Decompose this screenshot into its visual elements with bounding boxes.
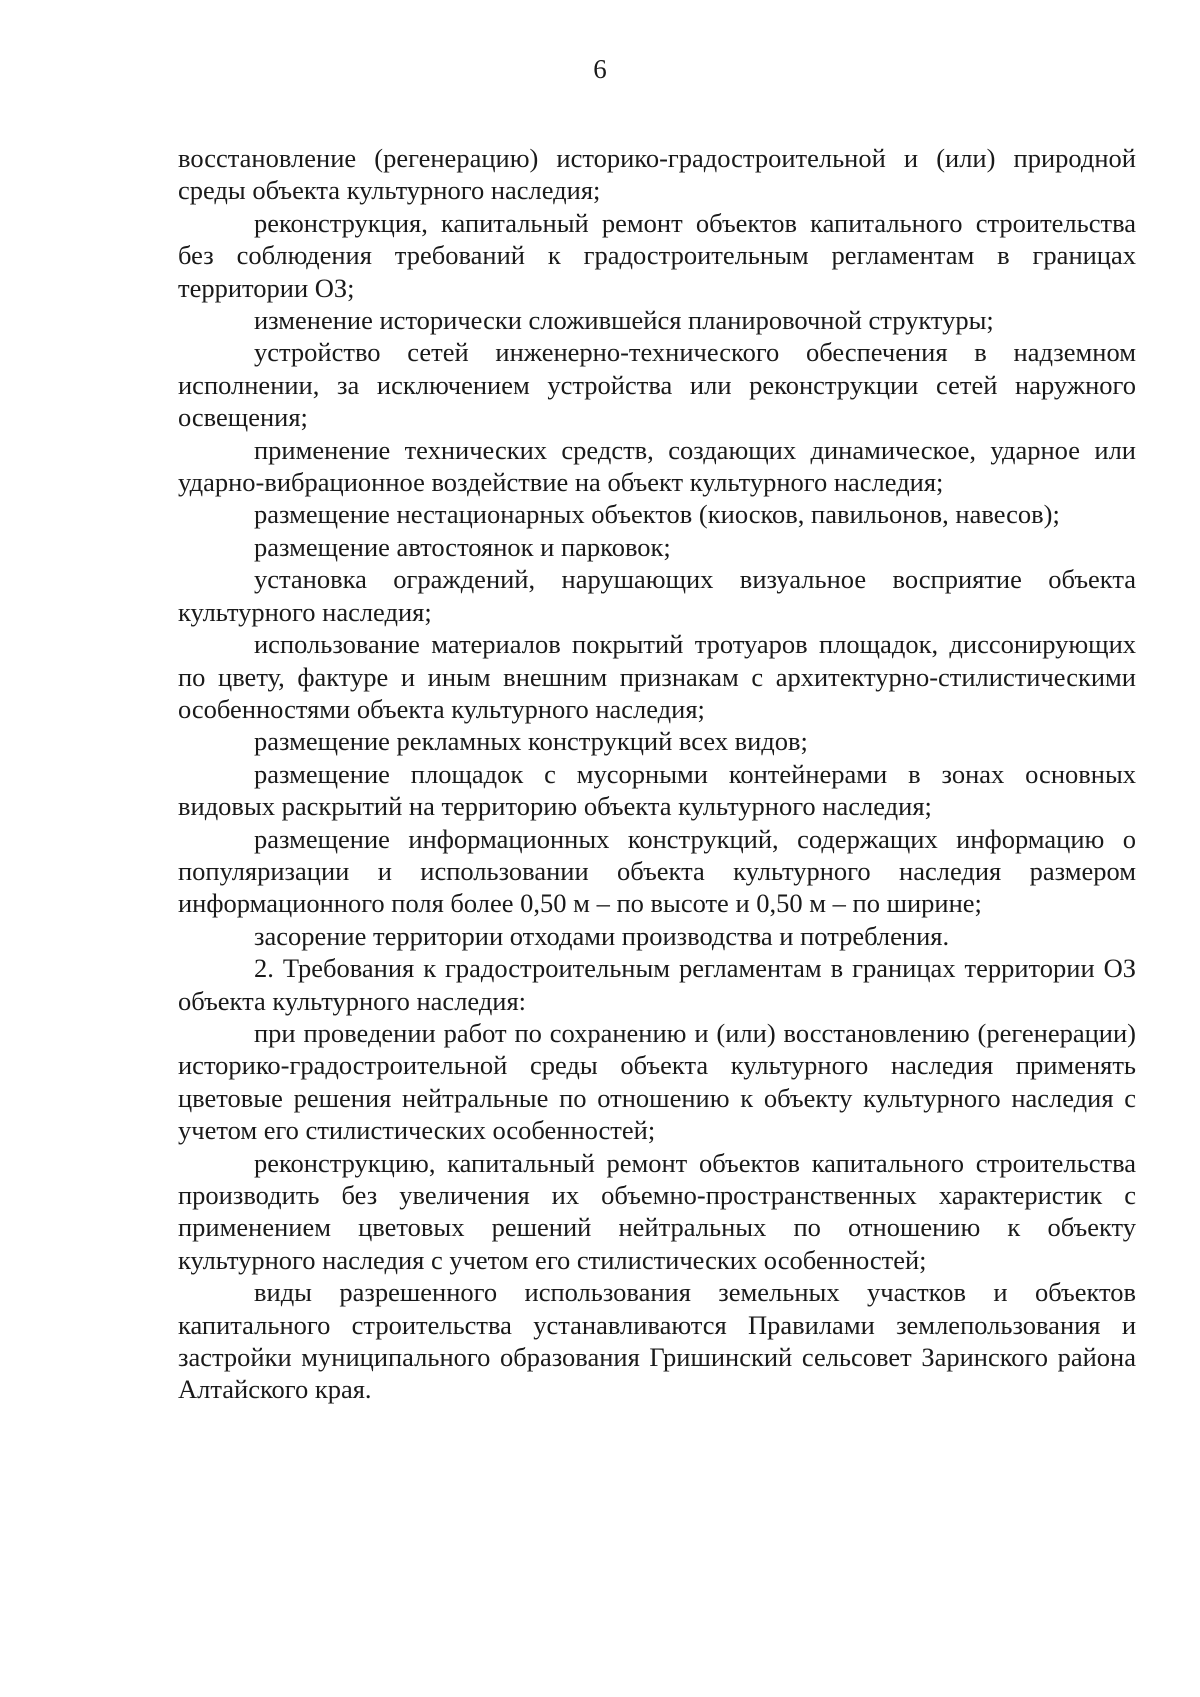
document-body — [178, 142, 1136, 1406]
paragraph: реконструкция, капитальный ремонт объектов капитального строительства без соблюдения требований к градостроительным регламентам в границах территории ОЗ; — [178, 207, 1136, 303]
paragraph: использование материалов покрытий тротуаров площадок, диссонирующих по цвету, фактуре и иным внешним признакам с архитектурно-стилистическими особенностями объекта культурного наследия; — [178, 629, 1136, 724]
paragraph: реконструкцию, капитальный ремонт объектов капитального строительства производить без увеличения их объемно-пространственных характеристик с применением цветовых решений нейтральных по отношению к объекту культурного наследия с учетом его стилистических особенностей; — [178, 1147, 1136, 1275]
paragraph: размещение автостоянок и парковок; — [254, 531, 671, 562]
page-number: 6 — [593, 54, 607, 84]
paragraph: при проведении работ по сохранению и (или) восстановлению (регенерации) историко-градостроительной среды объекта культурного наследия применять цветовые решения нейтральные по отношению к объекту культурного наследия с учетом его стилистических особенностей; — [178, 1017, 1136, 1146]
paragraph: устройство сетей инженерно-технического обеспечения в надземном исполнении, за исключением устройства или реконструкции сетей наружного освещения; — [178, 337, 1136, 433]
paragraph: размещение нестационарных объектов (киосков, павильонов, навесов); — [254, 499, 1060, 530]
paragraph: установка ограждений, нарушающих визуальное восприятие объекта культурного наследия; — [178, 564, 1136, 627]
paragraph: восстановление (регенерацию) историко-градостроительной и (или) природной среды объекта культурного наследия; — [178, 143, 1136, 206]
paragraph: засорение территории отходами производства и потребления. — [254, 920, 950, 951]
paragraph: размещение информационных конструкций, содержащих информацию о популяризации и использовании объекта культурного наследия размером информационного поля более 0,50 м – по высоте и 0,50 м – по ширине; — [178, 823, 1136, 919]
paragraph: виды разрешенного использования земельных участков и объектов капитального строительства устанавливаются Правилами землепользования и застройки муниципального образования Гришинский сельсовет Заринского района Алтайского края. — [178, 1277, 1136, 1405]
paragraph: изменение исторически сложившейся планировочной структуры; — [254, 305, 994, 336]
section-heading-paragraph: 2. Требования к градостроительным регламентам в границах территории ОЗ объекта культурного наследия: — [178, 953, 1136, 1016]
paragraph: применение технических средств, создающих динамическое, ударное или ударно-вибрационное воздействие на объект культурного наследия; — [178, 434, 1136, 498]
paragraph: размещение рекламных конструкций всех видов; — [254, 726, 808, 757]
paragraph: размещение площадок с мусорными контейнерами в зонах основных видовых раскрытий на территорию объекта культурного наследия; — [178, 758, 1136, 822]
